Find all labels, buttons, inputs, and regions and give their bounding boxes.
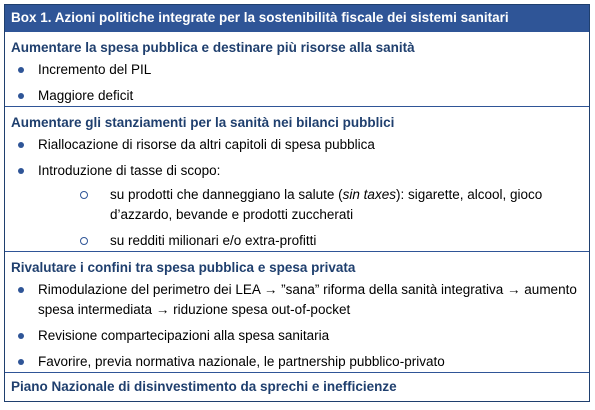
list-item [11, 326, 583, 346]
list-item-text: Rimodulazione del perimetro dei LEA [38, 282, 261, 297]
bullet-dot-icon [18, 287, 24, 293]
bullet-list [11, 280, 583, 372]
list-item-text: ”sana” riforma della sanità integrativa [281, 282, 504, 297]
section-title: Piano Nazionale di disinvestimento da sprechi e inefficienze [11, 379, 397, 394]
section-title: Rivalutare i confini tra spesa pubblica e spesa privata [11, 260, 356, 275]
arrow-right-icon: → [507, 282, 521, 297]
list-item-text: Favorire, previa normativa nazionale, le partnership pubblico-privato [38, 354, 445, 369]
section-title: Aumentare gli stanziamenti per la sanità nei bilanci pubblici [11, 115, 395, 130]
sub-list-item [38, 185, 583, 225]
section-title: Aumentare la spesa pubblica e destinare più risorse alla sanità [11, 40, 415, 55]
bullet-list [11, 60, 583, 106]
list-item [11, 135, 583, 155]
arrow-right-icon: → [155, 302, 170, 317]
sub-item-text-pre: su prodotti che danneggiano la salute ( [110, 187, 343, 202]
circle-bullet-icon [80, 237, 88, 245]
bullet-dot-icon [18, 333, 24, 339]
list-item-text: Riallocazione di risorse da altri capitoli di spesa pubblica [38, 137, 375, 152]
bullet-dot-icon [18, 168, 24, 174]
list-item-text: Incremento del PIL [38, 62, 152, 77]
bullet-dot-icon [18, 142, 24, 148]
list-item [11, 352, 583, 372]
list-item-text: riduzione spesa out-of-pocket [173, 302, 351, 317]
sub-list [38, 185, 583, 251]
list-item [11, 280, 583, 320]
circle-bullet-icon [80, 191, 88, 199]
bullet-dot-icon [18, 67, 24, 73]
box-title: Box 1. Azioni politiche integrate per la sostenibilità fiscale dei sistemi sanitari [5, 5, 589, 31]
list-item-text: Maggiore deficit [38, 88, 134, 103]
list-item [11, 161, 583, 251]
bullet-list [11, 135, 583, 251]
section-confini [5, 251, 589, 372]
list-item-text: aumento spesa intermediata [38, 282, 577, 317]
bullet-dot-icon [18, 359, 24, 365]
section-stanziamenti [5, 106, 589, 251]
sub-item-text-italic: sin taxes [342, 187, 396, 202]
arrow-right-icon: → [263, 282, 278, 297]
sub-list-item [38, 231, 583, 251]
section-disinvestimento [5, 372, 589, 395]
policy-box [4, 4, 590, 402]
sub-item-text-post: ): sigarette, alcool, gioco d’azzardo, bevande e prodotti zuccherati [110, 187, 543, 222]
section-spesa-pubblica [5, 31, 589, 106]
list-item [11, 86, 583, 106]
list-item [11, 60, 583, 80]
bullet-dot-icon [18, 93, 24, 99]
list-item-text: Introduzione di tasse di scopo: [38, 163, 221, 178]
sub-item-text: su redditi milionari e/o extra-profitti [110, 233, 317, 248]
list-item-text: Revisione compartecipazioni alla spesa sanitaria [38, 328, 330, 343]
